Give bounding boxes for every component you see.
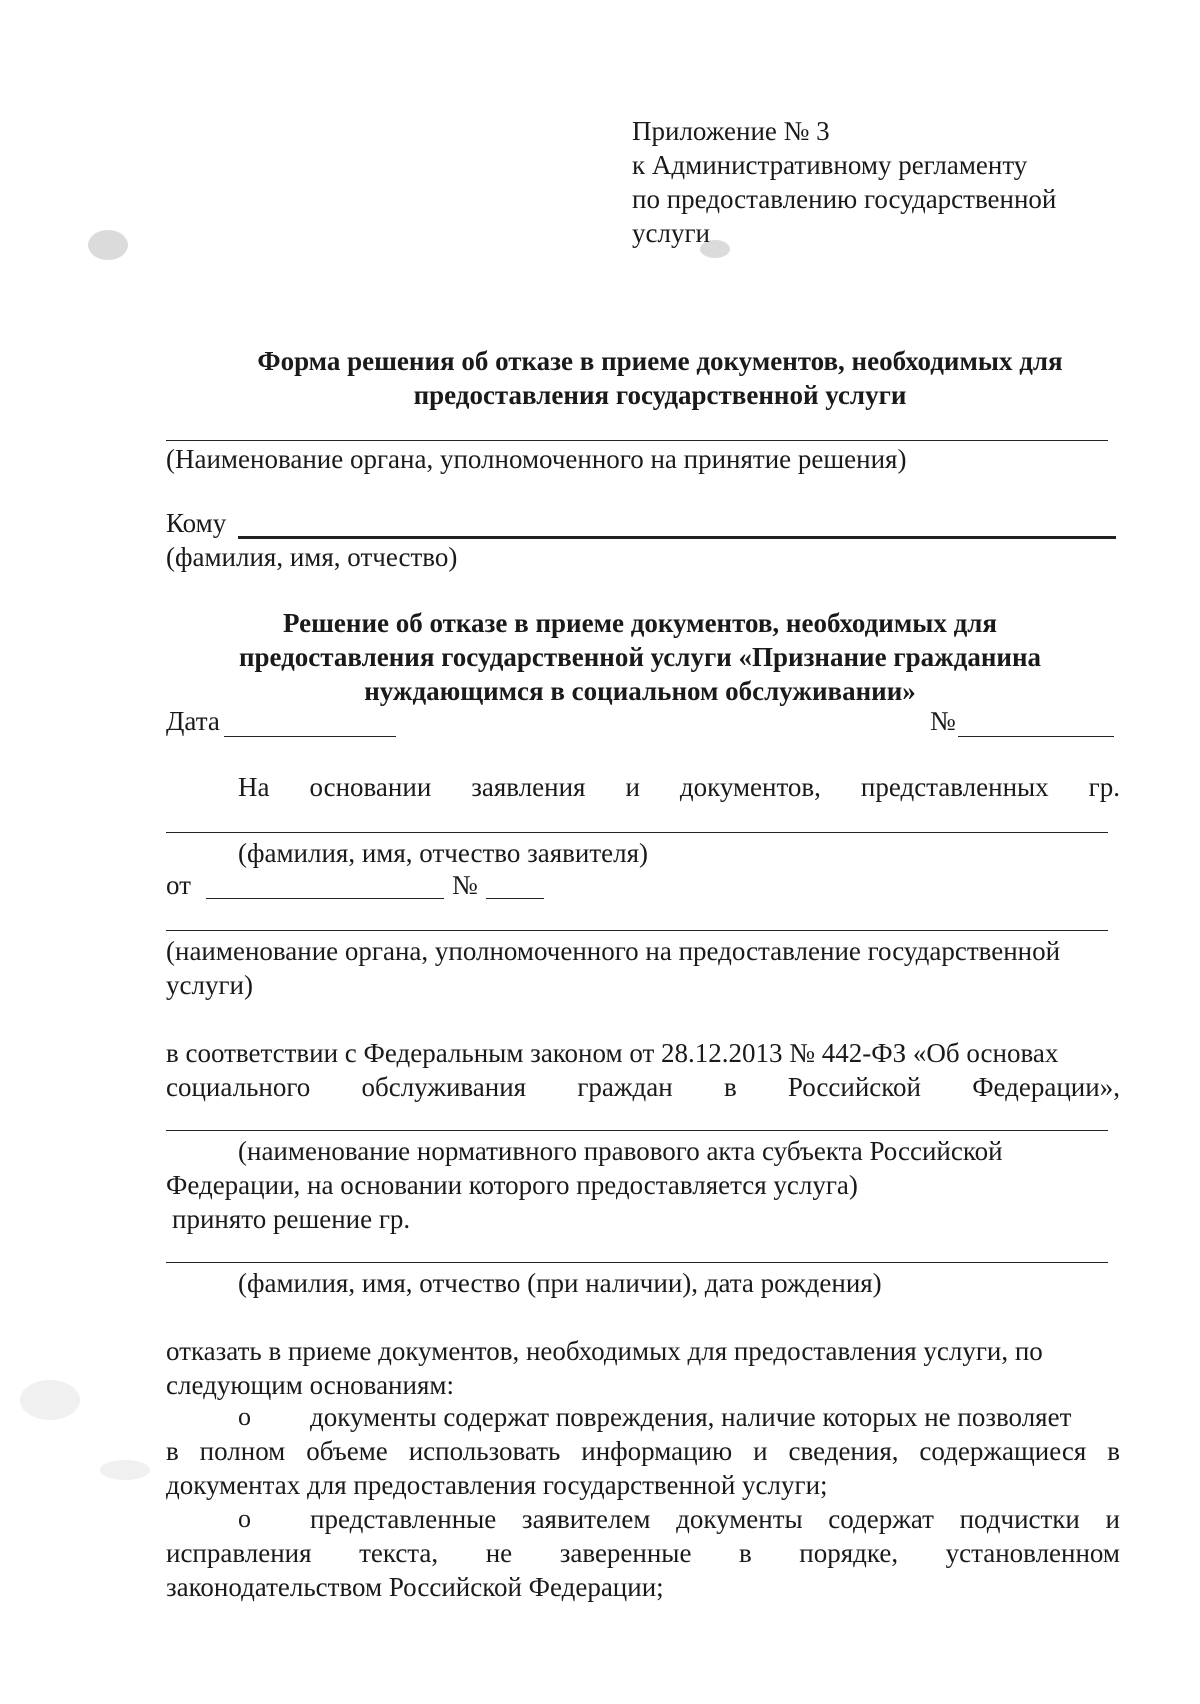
appendix-line-1: Приложение № 3 xyxy=(632,116,830,146)
reason-1-line-2 xyxy=(166,1434,1120,1468)
decision-title-line-2: предоставления государственной услуги «Признание гражданина xyxy=(238,642,1042,672)
refuse-line-1: отказать в приеме документов, необходимых для предоставления услуги, по xyxy=(166,1336,1043,1366)
applicant-caption: (фамилия, имя, отчество заявителя) xyxy=(238,838,649,868)
appendix-line-2: к Административному регламенту xyxy=(632,150,1028,180)
reason-word: заверенные xyxy=(559,1538,692,1568)
basis-word: На xyxy=(238,772,270,802)
applicant-line xyxy=(166,832,1108,833)
law-line-1: в соответствии с Федеральным законом от 28.12.2013 № 442-ФЗ «Об основах xyxy=(166,1038,1059,1068)
reason-word: документы xyxy=(676,1504,803,1534)
bullet-marker: o xyxy=(238,1504,251,1533)
reason-word: и xyxy=(753,1436,768,1466)
reason-2-line-1 xyxy=(310,1502,1120,1536)
from-label: от xyxy=(166,870,191,900)
reason-word: в xyxy=(738,1538,752,1568)
number-label: № xyxy=(930,706,956,736)
reason-word: представленные xyxy=(310,1504,497,1534)
from-date-line xyxy=(206,898,444,899)
reason-word: текста, xyxy=(359,1538,439,1568)
law-line-2 xyxy=(166,1070,1120,1104)
decision-made: принято решение гр. xyxy=(172,1204,411,1234)
organ-name-line xyxy=(166,440,1108,441)
law-word: граждан xyxy=(577,1072,673,1102)
service-organ-line xyxy=(166,930,1108,931)
appendix-line-3: по предоставлению государственной xyxy=(632,184,1057,214)
refuse-line-2: следующим основаниям: xyxy=(166,1370,454,1400)
citizen-line xyxy=(166,1262,1108,1263)
from-number-label: № xyxy=(452,870,478,900)
basis-word: основании xyxy=(309,772,432,802)
basis-word: документов, xyxy=(679,772,821,802)
to-line xyxy=(238,536,1116,539)
normative-caption-line-1: (наименование нормативного правового акта субъекта Российской xyxy=(238,1136,1003,1166)
reason-word: подчистки xyxy=(959,1504,1080,1534)
reason-word: установленном xyxy=(945,1538,1120,1568)
reason-word: объеме xyxy=(306,1436,388,1466)
normative-act-line xyxy=(166,1130,1108,1131)
date-line xyxy=(224,736,396,737)
reason-word: в xyxy=(1107,1436,1120,1466)
reason-word: в xyxy=(166,1436,179,1466)
to-caption: (фамилия, имя, отчество) xyxy=(166,542,458,572)
scan-noise xyxy=(100,1460,150,1480)
reason-1-line-1: документы содержат повреждения, наличие которых не позволяет xyxy=(310,1402,1072,1432)
bullet-marker: o xyxy=(238,1402,251,1431)
reason-word: порядке, xyxy=(799,1538,899,1568)
decision-title-line-3: нуждающимся в социальном обслуживании» xyxy=(364,676,916,706)
form-title-line-2: предоставления государственной услуги xyxy=(413,380,907,410)
basis-line xyxy=(238,770,1120,804)
service-organ-caption-line-2: услуги) xyxy=(166,970,253,1000)
law-word: Российской xyxy=(787,1072,921,1102)
reason-word: использовать xyxy=(408,1436,561,1466)
to-label: Кому xyxy=(166,508,227,538)
citizen-caption: (фамилия, имя, отчество (при наличии), дата рождения) xyxy=(238,1268,882,1298)
reason-word: содержат xyxy=(828,1504,934,1534)
reason-word: полном xyxy=(199,1436,286,1466)
basis-word: заявления xyxy=(471,772,586,802)
appendix-line-4: услуги xyxy=(632,218,710,248)
normative-caption-line-2: Федерации, на основании которого предоставляется услуга) xyxy=(166,1170,858,1200)
reason-2-line-2 xyxy=(166,1536,1120,1570)
law-word: обслуживания xyxy=(361,1072,527,1102)
service-organ-caption-line-1: (наименование органа, уполномоченного на предоставление государственной xyxy=(166,936,1061,966)
law-word: Федерации», xyxy=(972,1072,1120,1102)
reason-word: исправления xyxy=(166,1538,312,1568)
decision-title-line-1: Решение об отказе в приеме документов, необходимых для xyxy=(283,608,997,638)
reason-word: содержащиеся xyxy=(919,1436,1087,1466)
law-word: в xyxy=(723,1072,737,1102)
reason-word: заявителем xyxy=(521,1504,651,1534)
scan-noise xyxy=(20,1380,80,1420)
reason-word: сведения, xyxy=(788,1436,899,1466)
basis-word: представленных xyxy=(860,772,1049,802)
from-number-line xyxy=(486,898,544,899)
reason-1-line-3: документах для предоставления государственной услуги; xyxy=(166,1470,828,1500)
law-word: социального xyxy=(166,1072,311,1102)
number-line xyxy=(958,736,1114,737)
date-label: Дата xyxy=(166,706,220,736)
reason-2-line-3: законодательством Российской Федерации; xyxy=(166,1572,664,1602)
basis-word: и xyxy=(625,772,640,802)
reason-word: не xyxy=(485,1538,513,1568)
scan-noise xyxy=(88,230,128,260)
form-title-line-1: Форма решения об отказе в приеме документов, необходимых для xyxy=(257,346,1063,376)
reason-word: информацию xyxy=(581,1436,733,1466)
basis-word: гр. xyxy=(1088,772,1120,802)
reason-word: и xyxy=(1105,1504,1120,1534)
organ-caption: (Наименование органа, уполномоченного на принятие решения) xyxy=(166,444,907,474)
